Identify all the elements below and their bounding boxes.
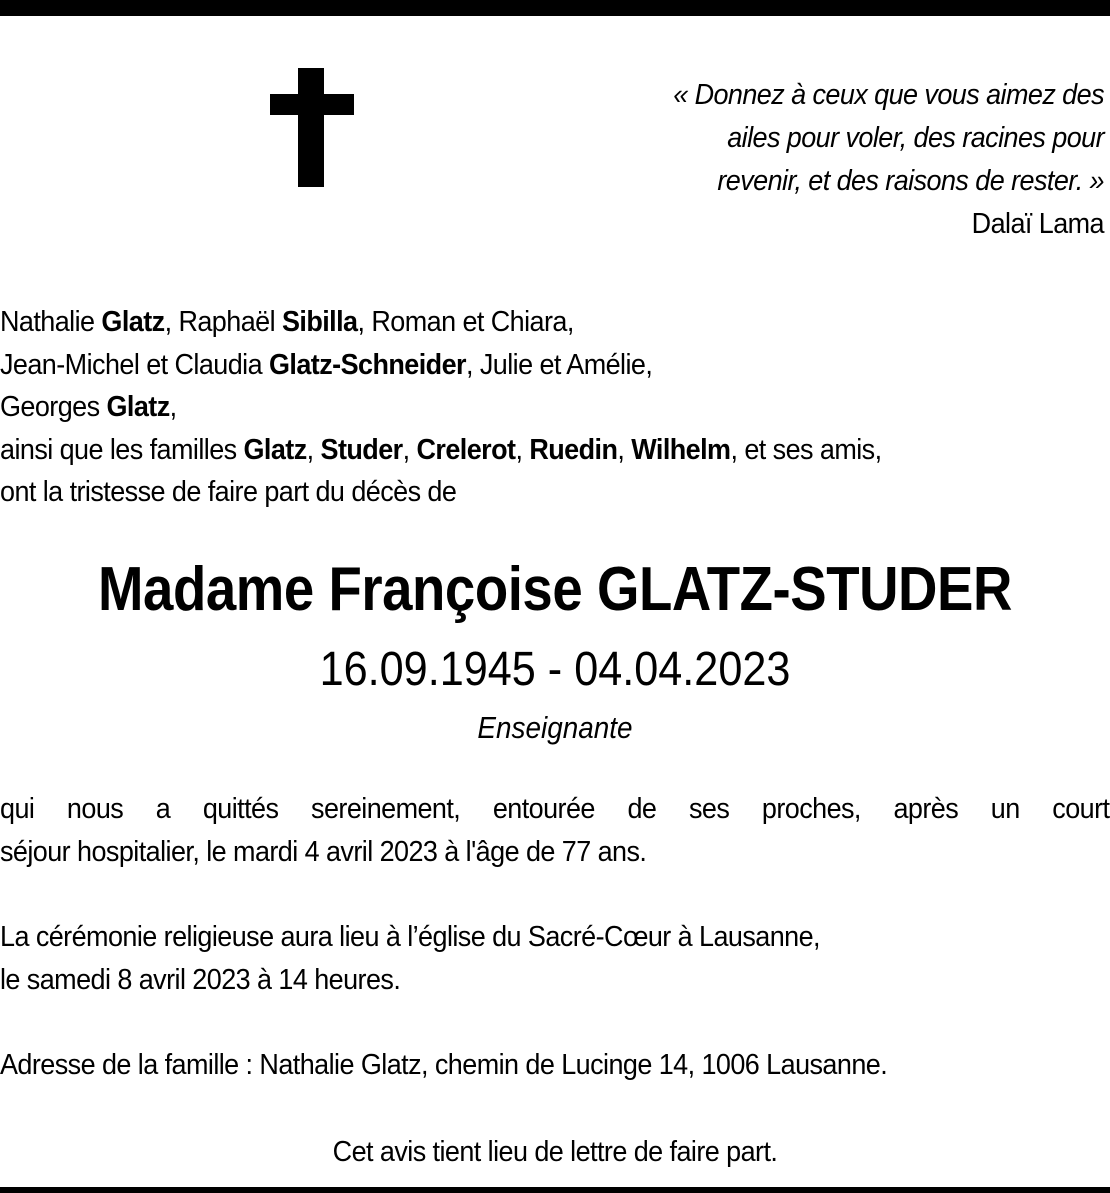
word: quittés — [202, 793, 279, 825]
family-line: Georges Glatz, — [0, 391, 177, 423]
family-line: ont la tristesse de faire part du décès de — [0, 476, 457, 508]
word: après — [893, 793, 959, 825]
word: a — [155, 793, 171, 825]
word: nous — [66, 793, 124, 825]
word: sereinement, — [311, 793, 461, 825]
cross-icon — [270, 68, 354, 188]
word: proches, — [761, 793, 861, 825]
quote-line: revenir, et des raisons de rester. » — [717, 165, 1104, 197]
family-address: Adresse de la famille : Nathalie Glatz, chemin de Lucinge 14, 1006 Lausanne. — [0, 1049, 888, 1081]
word: qui — [0, 793, 35, 825]
quote-line: « Donnez à ceux que vous aimez des — [673, 79, 1104, 111]
deceased-name: Madame Françoise GLATZ-STUDER — [98, 555, 1012, 624]
ceremony-paragraph — [0, 916, 1032, 1001]
quote-line: ailes pour voler, des racines pour — [727, 122, 1104, 154]
bottom-border-rule — [0, 1187, 1110, 1193]
text-line: La cérémonie religieuse aura lieu à l’église du Sacré-Cœur à Lausanne, — [0, 921, 820, 953]
family-line: Nathalie Glatz, Raphaël Sibilla, Roman et Chiara, — [0, 306, 574, 338]
family-line: Jean-Michel et Claudia Glatz-Schneider, Julie et Amélie, — [0, 348, 653, 381]
family-list — [0, 301, 1032, 514]
word: un — [990, 793, 1020, 825]
word: court — [1052, 793, 1110, 825]
word: entourée — [492, 793, 595, 825]
closing-note: Cet avis tient lieu de lettre de faire part. — [332, 1136, 778, 1168]
profession: Enseignante — [477, 710, 633, 745]
epigraph-quote — [583, 74, 1104, 246]
circumstances-paragraph — [0, 788, 1110, 873]
top-border-rule — [0, 0, 1110, 16]
word: de — [627, 793, 657, 825]
word: ses — [688, 793, 730, 825]
family-line: ainsi que les familles Glatz, Studer, Crelerot, Ruedin, Wilhelm, et ses amis, — [0, 433, 882, 466]
text-line: séjour hospitalier, le mardi 4 avril 2023 à l'âge de 77 ans. — [0, 835, 647, 868]
life-dates: 16.09.1945 - 04.04.2023 — [319, 643, 791, 696]
quote-author: Dalaï Lama — [971, 208, 1104, 240]
justified-line — [0, 788, 1109, 831]
text-line: le samedi 8 avril 2023 à 14 heures. — [0, 963, 401, 996]
